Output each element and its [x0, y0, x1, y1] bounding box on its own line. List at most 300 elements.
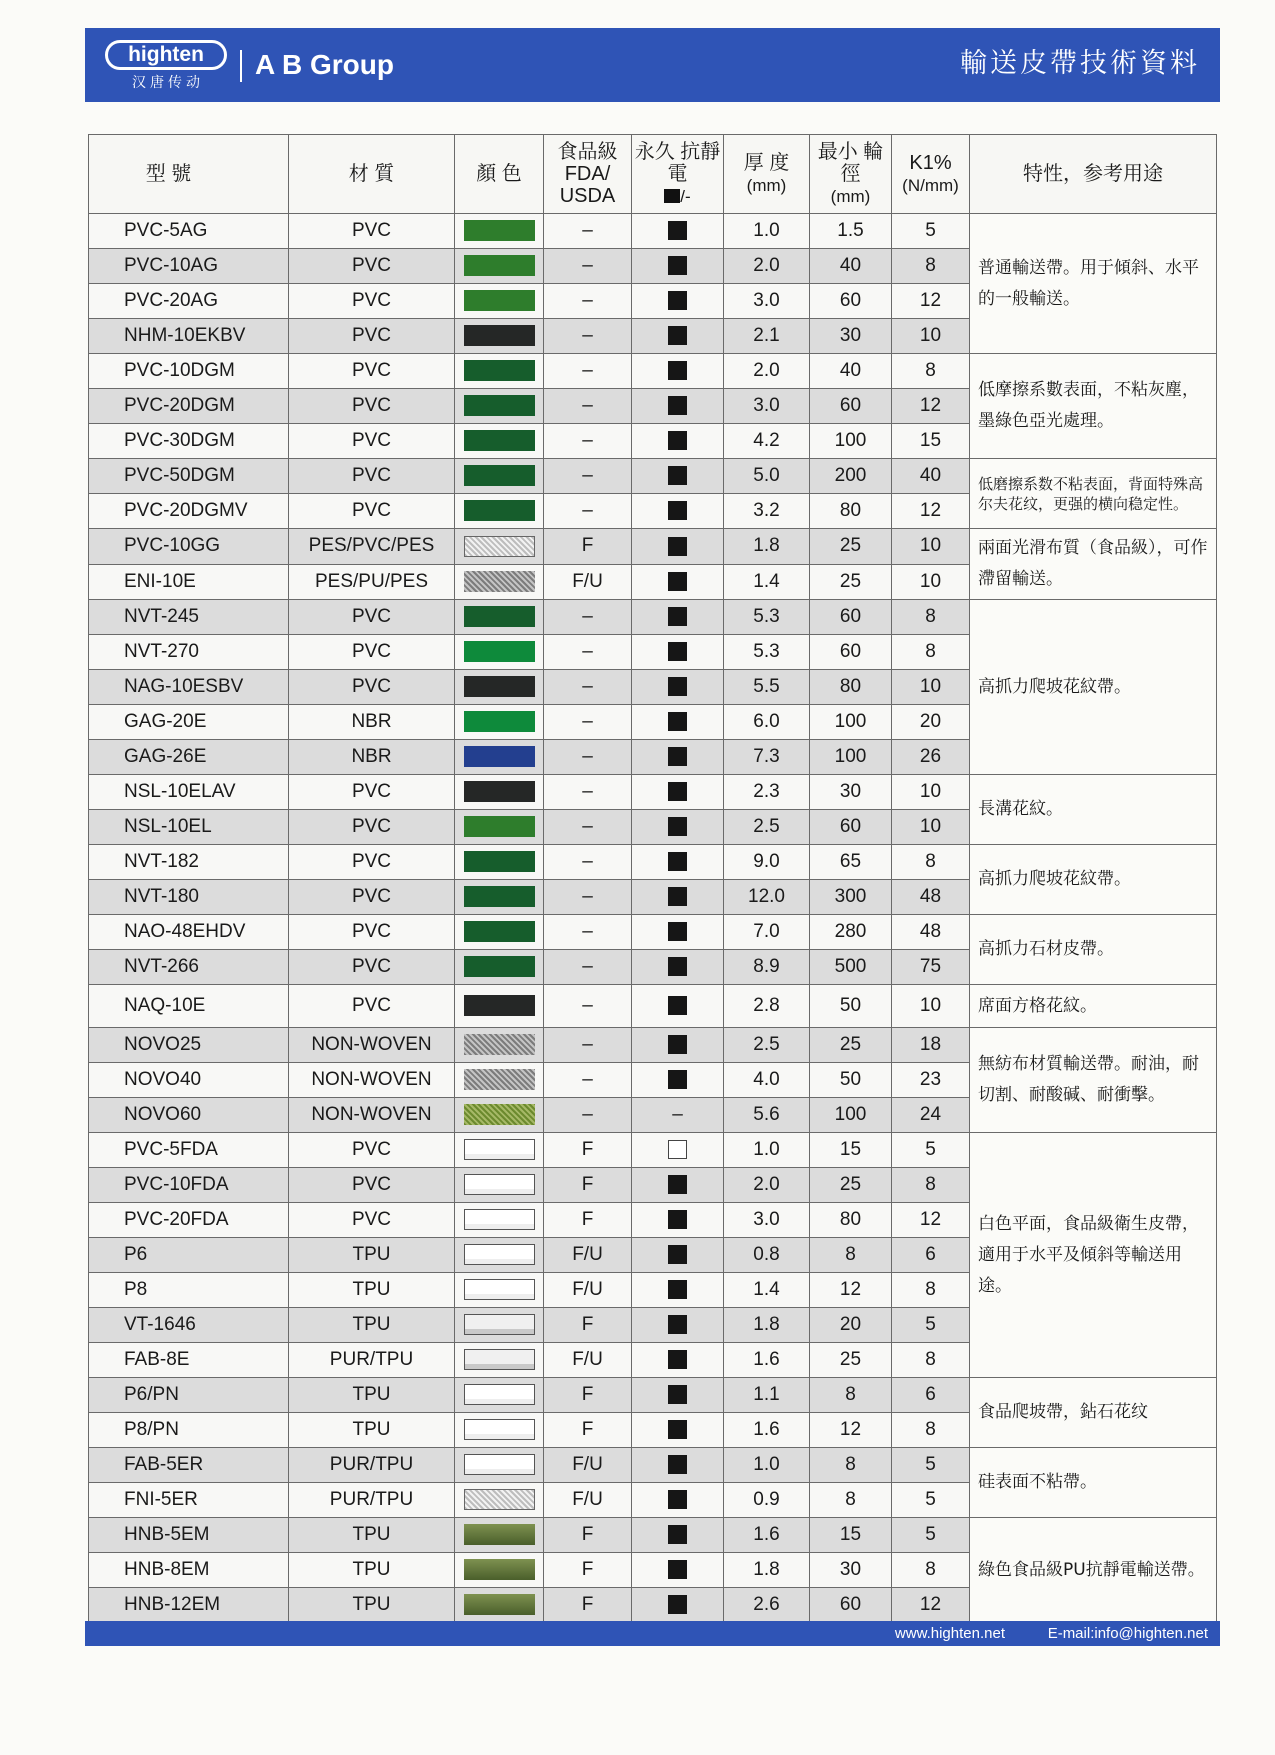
- cell-material: PVC: [289, 880, 455, 915]
- cell-material: PVC: [289, 985, 455, 1028]
- color-swatch: [464, 995, 535, 1016]
- cell-food-grade: F: [544, 1378, 632, 1413]
- cell-model: PVC-5AG: [89, 214, 289, 249]
- antistatic-square-icon: [668, 291, 687, 310]
- cell-antistatic: [632, 1518, 724, 1553]
- color-swatch: [464, 851, 535, 872]
- cell-color: [455, 1413, 544, 1448]
- antistatic-square-icon: [668, 1560, 687, 1579]
- cell-antistatic: [632, 670, 724, 705]
- cell-color: [455, 459, 544, 494]
- antistatic-square-icon: [668, 996, 687, 1015]
- cell-k1: 8: [892, 1553, 970, 1588]
- cell-antistatic: [632, 1168, 724, 1203]
- cell-material: PVC: [289, 600, 455, 635]
- cell-k1: 24: [892, 1098, 970, 1133]
- cell-food-grade: –: [544, 705, 632, 740]
- cell-color: [455, 985, 544, 1028]
- cell-min-pulley: 80: [810, 494, 892, 529]
- cell-material: NON-WOVEN: [289, 1028, 455, 1063]
- antistatic-square-icon: [668, 1175, 687, 1194]
- color-swatch: [464, 1244, 535, 1265]
- color-swatch: [464, 886, 535, 907]
- cell-min-pulley: 100: [810, 1098, 892, 1133]
- cell-min-pulley: 50: [810, 1063, 892, 1098]
- color-swatch: [464, 816, 535, 837]
- cell-color: [455, 1273, 544, 1308]
- cell-thickness: 1.6: [724, 1343, 810, 1378]
- color-swatch: [464, 360, 535, 381]
- antistatic-square-icon: [668, 1070, 687, 1089]
- cell-material: TPU: [289, 1413, 455, 1448]
- cell-model: P8/PN: [89, 1413, 289, 1448]
- color-swatch: [464, 1489, 535, 1510]
- cell-model: GAG-26E: [89, 740, 289, 775]
- logo-subtitle: 汉唐传动: [132, 75, 204, 91]
- cell-model: PVC-20DGM: [89, 389, 289, 424]
- cell-k1: 8: [892, 845, 970, 880]
- cell-antistatic: [632, 775, 724, 810]
- cell-k1: 5: [892, 1483, 970, 1518]
- cell-food-grade: –: [544, 354, 632, 389]
- table-row: [89, 775, 1217, 810]
- cell-color: [455, 1588, 544, 1623]
- cell-min-pulley: 50: [810, 985, 892, 1028]
- cell-food-grade: F: [544, 1203, 632, 1238]
- cell-model: HNB-8EM: [89, 1553, 289, 1588]
- cell-features: 兩面光滑布質（食品級），可作滯留輸送。: [970, 529, 1217, 600]
- cell-thickness: 1.0: [724, 214, 810, 249]
- cell-thickness: 5.3: [724, 635, 810, 670]
- cell-color: [455, 705, 544, 740]
- cell-food-grade: –: [544, 845, 632, 880]
- antistatic-square-icon: [668, 957, 687, 976]
- cell-k1: 10: [892, 985, 970, 1028]
- highten-logo: highten: [105, 40, 227, 70]
- cell-thickness: 8.9: [724, 950, 810, 985]
- cell-food-grade: F: [544, 1168, 632, 1203]
- table-row: [89, 354, 1217, 389]
- cell-food-grade: –: [544, 775, 632, 810]
- cell-thickness: 1.6: [724, 1413, 810, 1448]
- cell-min-pulley: 100: [810, 740, 892, 775]
- cell-food-grade: –: [544, 1098, 632, 1133]
- cell-thickness: 0.9: [724, 1483, 810, 1518]
- cell-model: NOVO25: [89, 1028, 289, 1063]
- color-swatch: [464, 430, 535, 451]
- antistatic-square-icon: [668, 256, 687, 275]
- cell-material: PVC: [289, 845, 455, 880]
- table-row: [89, 600, 1217, 635]
- antistatic-square-icon: [668, 1280, 687, 1299]
- cell-color: [455, 635, 544, 670]
- cell-food-grade: –: [544, 389, 632, 424]
- cell-model: NVT-270: [89, 635, 289, 670]
- antistatic-square-icon: [668, 1140, 687, 1159]
- group-name: A B Group: [255, 49, 394, 80]
- cell-min-pulley: 80: [810, 1203, 892, 1238]
- cell-color: [455, 775, 544, 810]
- cell-model: P6/PN: [89, 1378, 289, 1413]
- cell-k1: 8: [892, 354, 970, 389]
- table-row: [89, 1378, 1217, 1413]
- antistatic-square-icon: [668, 1210, 687, 1229]
- cell-material: TPU: [289, 1308, 455, 1343]
- cell-thickness: 2.5: [724, 810, 810, 845]
- cell-antistatic: [632, 1203, 724, 1238]
- cell-material: PVC: [289, 670, 455, 705]
- cell-material: TPU: [289, 1273, 455, 1308]
- antistatic-square-icon: [668, 572, 687, 591]
- cell-min-pulley: 100: [810, 705, 892, 740]
- cell-thickness: 2.0: [724, 249, 810, 284]
- cell-features: 長溝花紋。: [970, 775, 1217, 845]
- cell-features: 無紡布材質輸送帶。耐油，耐切割、耐酸碱、耐衝擊。: [970, 1028, 1217, 1133]
- cell-antistatic: [632, 1588, 724, 1623]
- color-swatch: [464, 1594, 535, 1615]
- cell-antistatic: [632, 810, 724, 845]
- cell-material: PVC: [289, 775, 455, 810]
- cell-antistatic: [632, 1553, 724, 1588]
- cell-min-pulley: 40: [810, 354, 892, 389]
- cell-thickness: 2.0: [724, 1168, 810, 1203]
- table-header-row: [89, 135, 1217, 214]
- cell-material: PVC: [289, 635, 455, 670]
- cell-color: [455, 1553, 544, 1588]
- color-swatch: [464, 571, 535, 592]
- table-row: [89, 459, 1217, 494]
- cell-material: PVC: [289, 354, 455, 389]
- cell-model: P6: [89, 1238, 289, 1273]
- cell-food-grade: F/U: [544, 1448, 632, 1483]
- cell-food-grade: –: [544, 424, 632, 459]
- table-row: [89, 214, 1217, 249]
- color-swatch: [464, 536, 535, 557]
- cell-model: NSL-10ELAV: [89, 775, 289, 810]
- cell-k1: 12: [892, 494, 970, 529]
- color-swatch: [464, 1314, 535, 1335]
- cell-thickness: 5.3: [724, 600, 810, 635]
- antistatic-square-icon: [668, 1035, 687, 1054]
- cell-model: NAO-48EHDV: [89, 915, 289, 950]
- cell-model: FNI-5ER: [89, 1483, 289, 1518]
- cell-features: 高抓力石材皮帶。: [970, 915, 1217, 985]
- cell-material: PUR/TPU: [289, 1483, 455, 1518]
- cell-thickness: 0.8: [724, 1238, 810, 1273]
- cell-food-grade: F: [544, 1518, 632, 1553]
- col-header-antistatic: 永久 抗靜電 /-: [632, 135, 724, 214]
- cell-color: [455, 1518, 544, 1553]
- antistatic-square-icon: [668, 712, 687, 731]
- color-swatch: [464, 746, 535, 767]
- cell-material: PVC: [289, 810, 455, 845]
- cell-antistatic: [632, 389, 724, 424]
- cell-food-grade: –: [544, 249, 632, 284]
- cell-food-grade: –: [544, 600, 632, 635]
- cell-k1: 8: [892, 249, 970, 284]
- cell-material: PVC: [289, 389, 455, 424]
- color-swatch: [464, 641, 535, 662]
- cell-food-grade: F/U: [544, 1238, 632, 1273]
- cell-material: PES/PVC/PES: [289, 529, 455, 565]
- table-body: [89, 214, 1217, 1623]
- cell-min-pulley: 200: [810, 459, 892, 494]
- cell-material: TPU: [289, 1588, 455, 1623]
- cell-thickness: 6.0: [724, 705, 810, 740]
- cell-k1: 8: [892, 600, 970, 635]
- antistatic-square-icon: [668, 1455, 687, 1474]
- cell-antistatic: [632, 354, 724, 389]
- cell-thickness: 1.6: [724, 1518, 810, 1553]
- cell-food-grade: F/U: [544, 1483, 632, 1518]
- cell-features: 普通輸送帶。用于傾斜、水平的一般輸送。: [970, 214, 1217, 354]
- cell-food-grade: F/U: [544, 564, 632, 600]
- cell-k1: 5: [892, 1518, 970, 1553]
- color-swatch: [464, 606, 535, 627]
- cell-material: PVC: [289, 1203, 455, 1238]
- cell-model: NVT-180: [89, 880, 289, 915]
- cell-k1: 15: [892, 424, 970, 459]
- cell-min-pulley: 80: [810, 670, 892, 705]
- cell-model: FAB-5ER: [89, 1448, 289, 1483]
- cell-model: PVC-20FDA: [89, 1203, 289, 1238]
- cell-color: [455, 1203, 544, 1238]
- table-row: [89, 1448, 1217, 1483]
- cell-antistatic: [632, 1238, 724, 1273]
- cell-food-grade: –: [544, 1028, 632, 1063]
- cell-model: NHM-10EKBV: [89, 319, 289, 354]
- cell-model: PVC-10DGM: [89, 354, 289, 389]
- antistatic-square-icon: [668, 1420, 687, 1439]
- cell-thickness: 12.0: [724, 880, 810, 915]
- color-swatch: [464, 1139, 535, 1160]
- cell-min-pulley: 60: [810, 635, 892, 670]
- cell-min-pulley: 60: [810, 284, 892, 319]
- color-swatch: [464, 220, 535, 241]
- cell-thickness: 1.8: [724, 529, 810, 565]
- cell-model: PVC-20DGMV: [89, 494, 289, 529]
- cell-thickness: 2.3: [724, 775, 810, 810]
- cell-color: [455, 1133, 544, 1168]
- cell-features: 綠色食品級PU抗靜電輸送帶。: [970, 1518, 1217, 1623]
- col-header-k1: K1% (N/mm): [892, 135, 970, 214]
- color-swatch: [464, 500, 535, 521]
- cell-antistatic: [632, 249, 724, 284]
- cell-model: NOVO60: [89, 1098, 289, 1133]
- cell-thickness: 1.4: [724, 564, 810, 600]
- cell-material: NON-WOVEN: [289, 1098, 455, 1133]
- cell-model: P8: [89, 1273, 289, 1308]
- cell-k1: 10: [892, 564, 970, 600]
- color-swatch: [464, 1454, 535, 1475]
- table-row: [89, 529, 1217, 565]
- cell-material: TPU: [289, 1238, 455, 1273]
- cell-material: PVC: [289, 319, 455, 354]
- cell-min-pulley: 8: [810, 1483, 892, 1518]
- table-row: [89, 845, 1217, 880]
- cell-color: [455, 740, 544, 775]
- cell-thickness: 3.0: [724, 389, 810, 424]
- cell-antistatic: [632, 424, 724, 459]
- cell-antistatic: [632, 915, 724, 950]
- antistatic-square-icon: [668, 1525, 687, 1544]
- color-swatch: [464, 325, 535, 346]
- cell-color: [455, 1063, 544, 1098]
- antistatic-square-icon: [668, 326, 687, 345]
- antistatic-square-icon: [668, 782, 687, 801]
- cell-thickness: 1.0: [724, 1448, 810, 1483]
- cell-antistatic: [632, 319, 724, 354]
- table-row: [89, 915, 1217, 950]
- antistatic-square-icon: [668, 852, 687, 871]
- cell-antistatic: [632, 635, 724, 670]
- table-row: [89, 1133, 1217, 1168]
- cell-material: PUR/TPU: [289, 1343, 455, 1378]
- color-swatch: [464, 1419, 535, 1440]
- cell-antistatic: [632, 214, 724, 249]
- cell-material: PVC: [289, 284, 455, 319]
- cell-min-pulley: 25: [810, 529, 892, 565]
- cell-antistatic: [632, 529, 724, 565]
- color-swatch: [464, 1104, 535, 1125]
- cell-color: [455, 424, 544, 459]
- page-header: [85, 28, 1220, 102]
- cell-model: HNB-5EM: [89, 1518, 289, 1553]
- cell-min-pulley: 25: [810, 1343, 892, 1378]
- header-divider: [240, 50, 242, 82]
- cell-antistatic: [632, 845, 724, 880]
- cell-thickness: 1.8: [724, 1308, 810, 1343]
- cell-material: PUR/TPU: [289, 1448, 455, 1483]
- cell-food-grade: –: [544, 810, 632, 845]
- cell-material: TPU: [289, 1553, 455, 1588]
- cell-k1: 12: [892, 1203, 970, 1238]
- color-swatch: [464, 956, 535, 977]
- cell-antistatic: [632, 1448, 724, 1483]
- cell-color: [455, 1028, 544, 1063]
- cell-k1: 5: [892, 1448, 970, 1483]
- cell-min-pulley: 1.5: [810, 214, 892, 249]
- cell-material: PVC: [289, 1168, 455, 1203]
- cell-color: [455, 319, 544, 354]
- cell-antistatic: [632, 600, 724, 635]
- cell-features: 白色平面，食品級衛生皮帶，適用于水平及傾斜等輸送用途。: [970, 1133, 1217, 1378]
- cell-k1: 8: [892, 635, 970, 670]
- cell-material: NON-WOVEN: [289, 1063, 455, 1098]
- cell-food-grade: –: [544, 319, 632, 354]
- cell-k1: 75: [892, 950, 970, 985]
- cell-material: PES/PU/PES: [289, 564, 455, 600]
- cell-thickness: 1.4: [724, 1273, 810, 1308]
- color-swatch: [464, 1209, 535, 1230]
- antistatic-square-icon: [668, 1350, 687, 1369]
- color-swatch: [464, 465, 535, 486]
- cell-color: [455, 214, 544, 249]
- cell-color: [455, 494, 544, 529]
- cell-model: PVC-50DGM: [89, 459, 289, 494]
- cell-thickness: 2.1: [724, 319, 810, 354]
- cell-thickness: 1.1: [724, 1378, 810, 1413]
- cell-color: [455, 249, 544, 284]
- spec-table-wrapper: [88, 134, 1217, 1623]
- cell-min-pulley: 8: [810, 1378, 892, 1413]
- cell-material: PVC: [289, 494, 455, 529]
- cell-material: PVC: [289, 214, 455, 249]
- antistatic-square-icon: [668, 642, 687, 661]
- cell-color: [455, 600, 544, 635]
- cell-thickness: 4.2: [724, 424, 810, 459]
- cell-min-pulley: 100: [810, 424, 892, 459]
- cell-model: PVC-10GG: [89, 529, 289, 565]
- cell-min-pulley: 25: [810, 1168, 892, 1203]
- cell-features: 食品爬坡帶，鉆石花纹: [970, 1378, 1217, 1448]
- cell-antistatic: [632, 284, 724, 319]
- cell-food-grade: –: [544, 284, 632, 319]
- antistatic-square-icon: [668, 1385, 687, 1404]
- cell-min-pulley: 300: [810, 880, 892, 915]
- color-swatch: [464, 781, 535, 802]
- cell-min-pulley: 60: [810, 810, 892, 845]
- cell-min-pulley: 60: [810, 389, 892, 424]
- cell-material: TPU: [289, 1518, 455, 1553]
- cell-min-pulley: 40: [810, 249, 892, 284]
- cell-min-pulley: 30: [810, 775, 892, 810]
- cell-k1: 10: [892, 775, 970, 810]
- cell-k1: 8: [892, 1343, 970, 1378]
- cell-antistatic: –: [632, 1098, 724, 1133]
- cell-food-grade: –: [544, 880, 632, 915]
- cell-min-pulley: 25: [810, 564, 892, 600]
- cell-k1: 48: [892, 880, 970, 915]
- cell-antistatic: [632, 880, 724, 915]
- cell-color: [455, 529, 544, 565]
- cell-color: [455, 880, 544, 915]
- cell-thickness: 1.0: [724, 1133, 810, 1168]
- cell-food-grade: F: [544, 1308, 632, 1343]
- cell-k1: 12: [892, 1588, 970, 1623]
- cell-k1: 6: [892, 1238, 970, 1273]
- cell-model: GAG-20E: [89, 705, 289, 740]
- cell-color: [455, 810, 544, 845]
- cell-k1: 8: [892, 1168, 970, 1203]
- cell-food-grade: F: [544, 1588, 632, 1623]
- cell-food-grade: –: [544, 459, 632, 494]
- cell-material: NBR: [289, 705, 455, 740]
- cell-k1: 48: [892, 915, 970, 950]
- cell-antistatic: [632, 1133, 724, 1168]
- cell-antistatic: [632, 1413, 724, 1448]
- col-header-material: 材 質: [289, 135, 455, 214]
- col-header-food-grade: 食品級 FDA/ USDA: [544, 135, 632, 214]
- color-swatch: [464, 1034, 535, 1055]
- cell-antistatic: [632, 564, 724, 600]
- cell-min-pulley: 30: [810, 1553, 892, 1588]
- page-title: 輸送皮帶技術資料: [960, 48, 1200, 79]
- cell-model: PVC-10AG: [89, 249, 289, 284]
- antistatic-square-icon: [668, 607, 687, 626]
- cell-color: [455, 389, 544, 424]
- cell-min-pulley: 8: [810, 1238, 892, 1273]
- belt-spec-table: [88, 134, 1217, 1623]
- cell-min-pulley: 12: [810, 1273, 892, 1308]
- cell-antistatic: [632, 1273, 724, 1308]
- cell-thickness: 9.0: [724, 845, 810, 880]
- cell-min-pulley: 20: [810, 1308, 892, 1343]
- cell-antistatic: [632, 985, 724, 1028]
- col-header-thickness: 厚 度 (mm): [724, 135, 810, 214]
- color-swatch: [464, 1349, 535, 1370]
- color-swatch: [464, 290, 535, 311]
